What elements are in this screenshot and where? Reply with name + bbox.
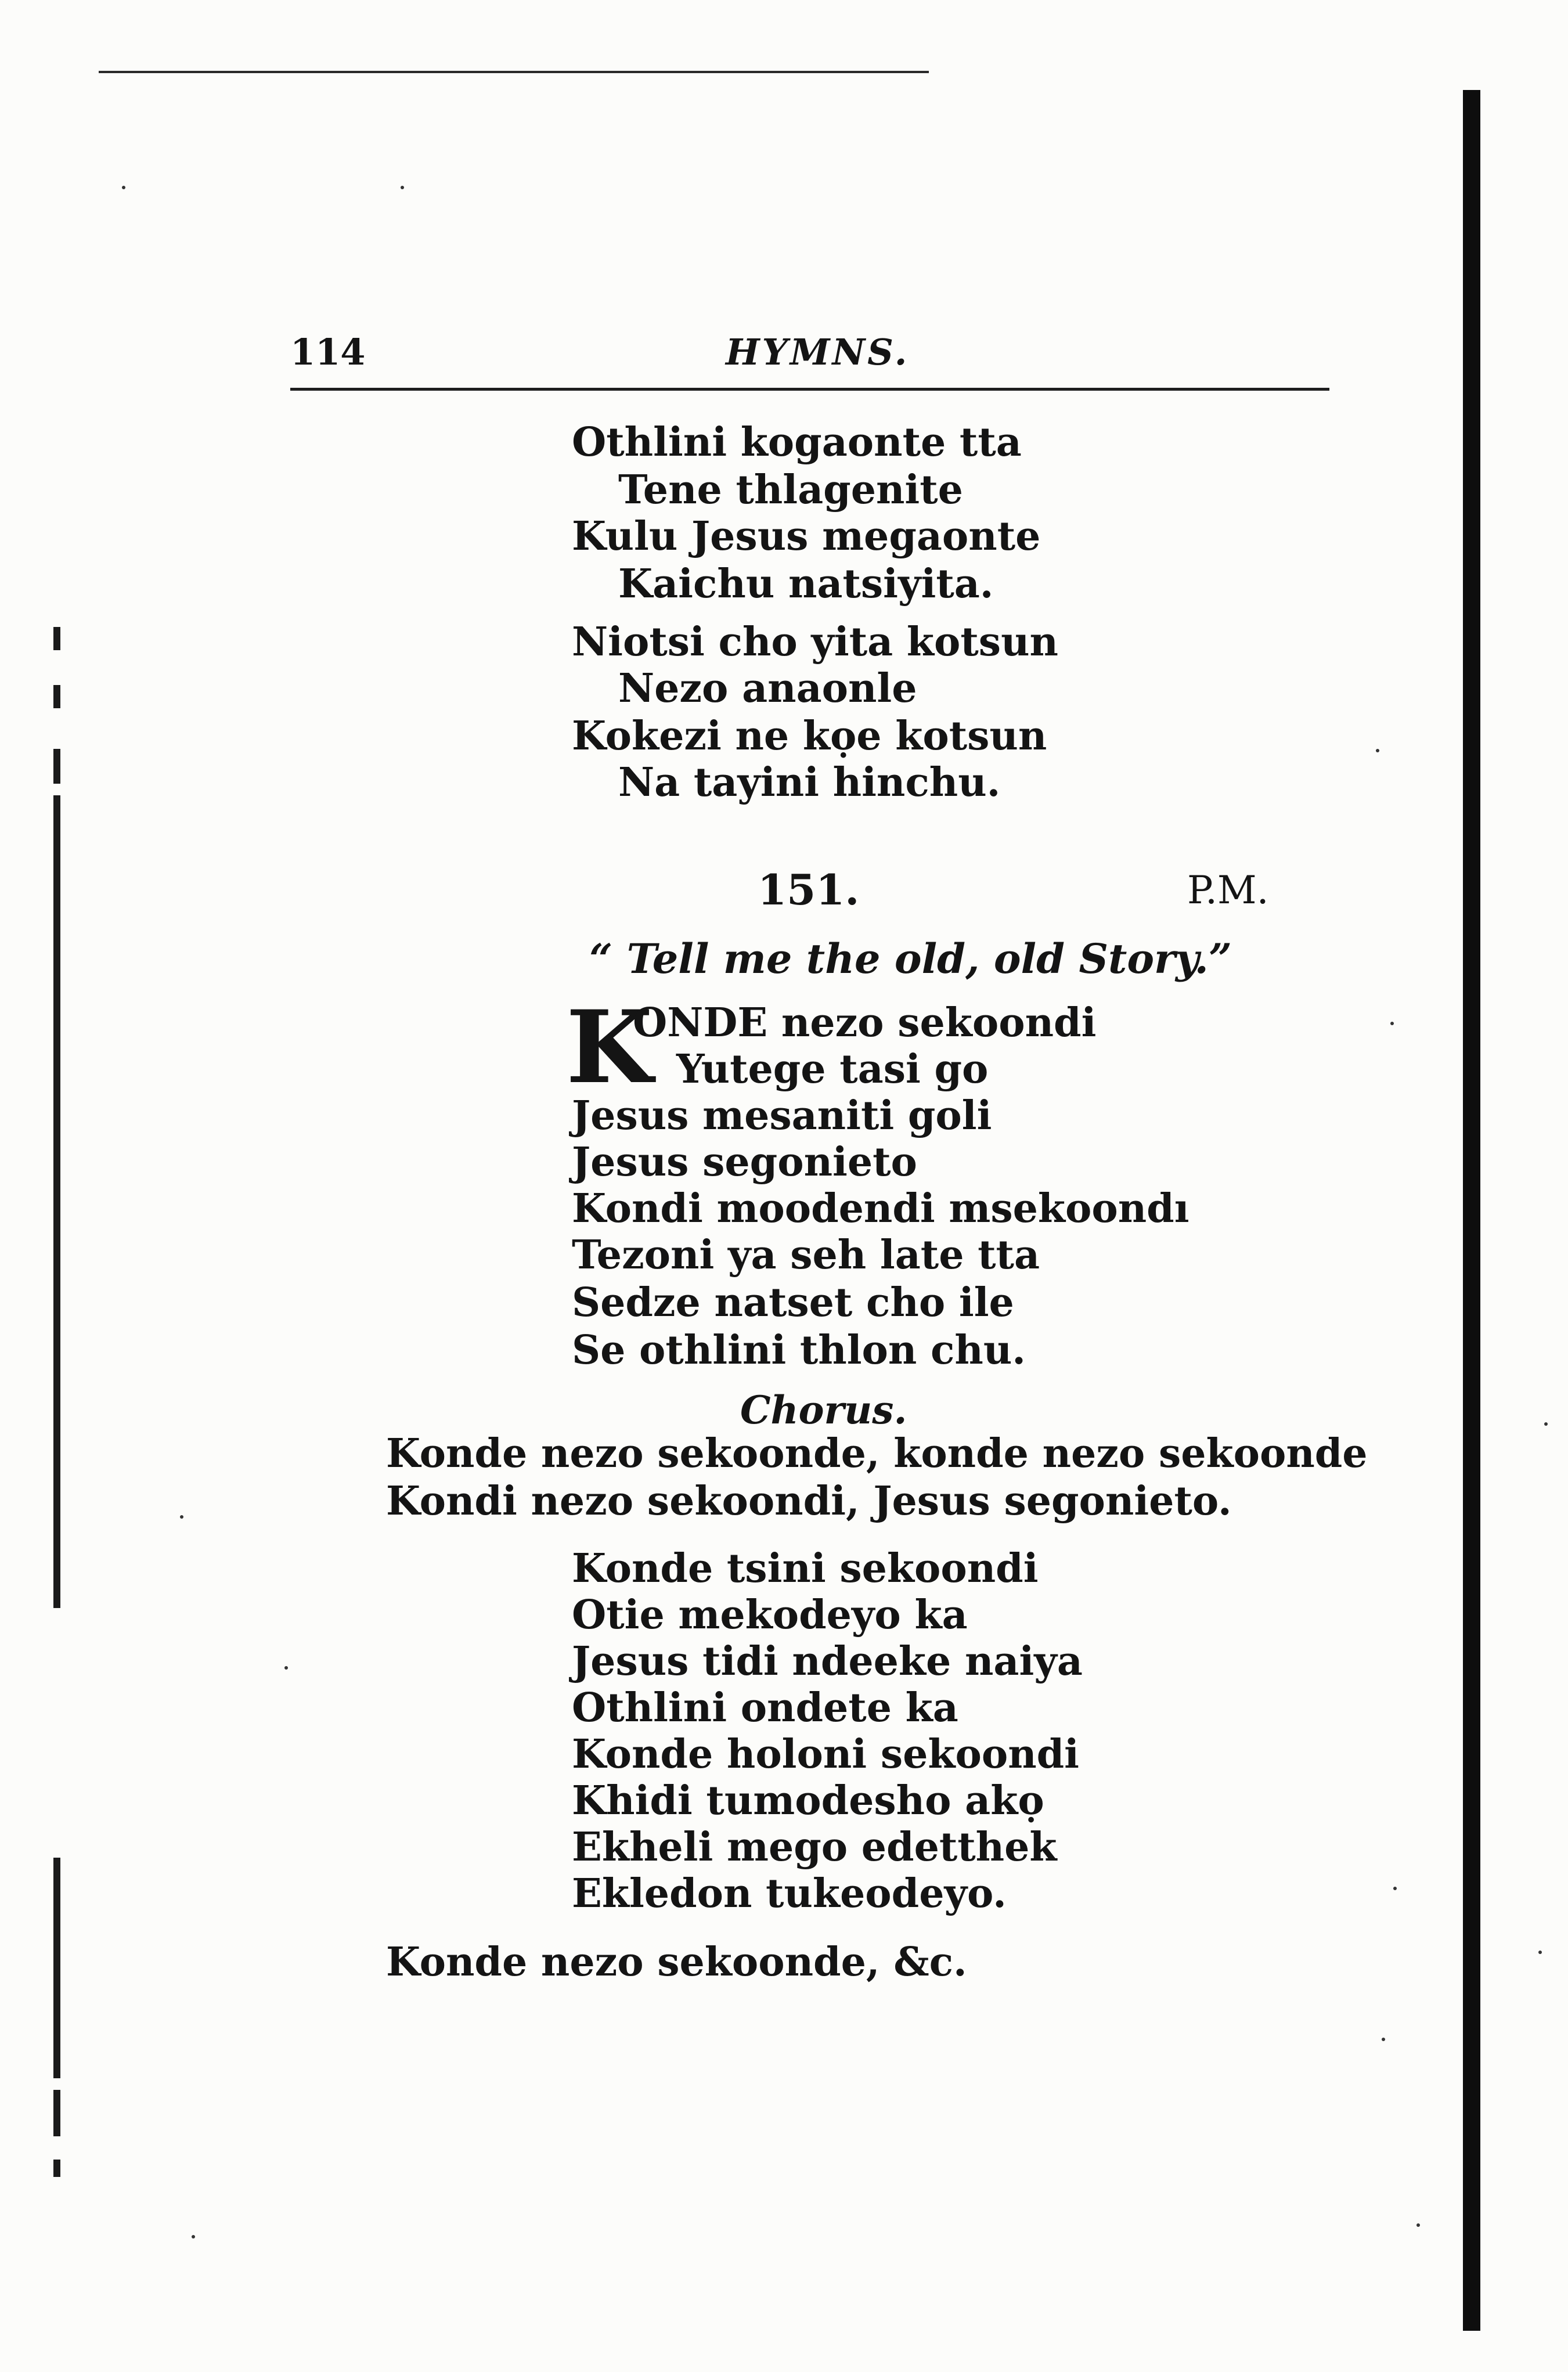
- verse-line: Kondi moodendi msekoondı: [572, 1185, 1189, 1232]
- margin-mark: [53, 795, 60, 1608]
- chorus-line: Kondi nezo sekoondi, Jesus segonieto.: [386, 1478, 1232, 1524]
- running-title: HYMNS.: [726, 331, 910, 373]
- verse-line: Jesus mesaniti goli: [572, 1093, 992, 1139]
- hymn-subtitle: “ Tell me the old, old Story.”: [589, 935, 1232, 983]
- margin-mark: [53, 2090, 60, 2136]
- verse-line: Nezo anaonle: [618, 665, 917, 712]
- margin-mark: [53, 685, 60, 708]
- verse-line: Se othlini thlon chu.: [572, 1327, 1026, 1374]
- verse-line: Kokezi ne kọe kotsun: [572, 713, 1047, 759]
- top-scan-rule: [99, 71, 929, 73]
- verse-line: Tezoni ya seh late tta: [572, 1232, 1040, 1278]
- hymn-number: 151.: [758, 865, 860, 914]
- hymn-meter: P.M.: [1187, 868, 1269, 913]
- chorus-heading: Chorus.: [740, 1387, 907, 1433]
- verse-line: ONDE nezo sekoondi: [633, 1000, 1097, 1046]
- margin-mark: [53, 1858, 60, 2078]
- verse-line: Ekheli mego edetthek: [572, 1824, 1057, 1870]
- chorus-line: Konde nezo sekoonde, konde nezo sekoonde: [386, 1430, 1368, 1477]
- verse-line: Otie mekodeyo ka: [572, 1592, 968, 1638]
- margin-mark: [53, 627, 60, 650]
- page-edge-bar: [1463, 90, 1480, 2331]
- refrain-reference: Konde nezo sekoonde, &c.: [386, 1939, 967, 1985]
- page-header: [290, 325, 1335, 395]
- verse-line: Kaichu natsiyita.: [618, 561, 994, 607]
- verse-line: Yutege tasi go: [676, 1046, 989, 1093]
- verse-line: Jesus tidi ndeeke naiya: [572, 1638, 1083, 1685]
- verse-line: Konde holoni sekoondi: [572, 1731, 1080, 1778]
- verse-line: Sedze natset cho ile: [572, 1279, 1014, 1326]
- verse-line: Othlini kogaonte tta: [572, 419, 1022, 466]
- header-rule: [290, 388, 1329, 391]
- verse-line: Jesus segonieto: [572, 1139, 917, 1185]
- drop-cap: K: [566, 988, 653, 1106]
- verse-line: Othlini ondete ka: [572, 1685, 958, 1731]
- verse-line: Ekledon tukeodeyo.: [572, 1870, 1007, 1917]
- verse-line: Tene thlagenite: [618, 467, 963, 513]
- verse-line: Khidi tumodesho akọ: [572, 1778, 1044, 1824]
- verse-line: Niotsi cho yita kotsun: [572, 619, 1058, 665]
- verse-line: Na tayini hinchu.: [618, 759, 1001, 806]
- page-number: 114: [290, 331, 366, 373]
- margin-mark: [53, 749, 60, 784]
- verse-line: Konde tsini sekoondi: [572, 1545, 1039, 1592]
- verse-line: Kulu Jesus megaonte: [572, 513, 1041, 560]
- margin-mark: [53, 2160, 60, 2177]
